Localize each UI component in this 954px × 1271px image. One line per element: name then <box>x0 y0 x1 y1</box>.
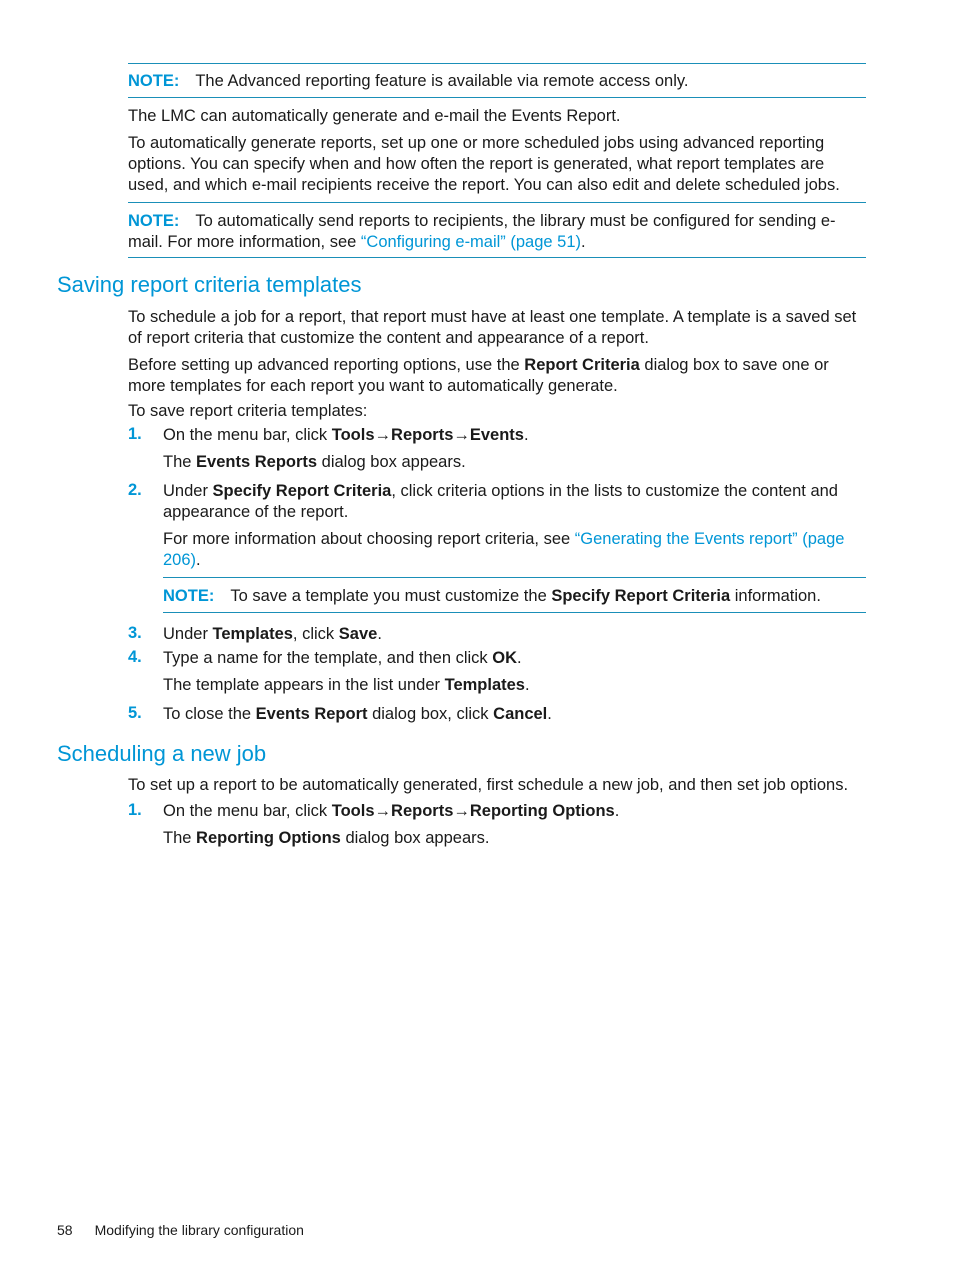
arrow: → <box>374 426 392 444</box>
step-1-result <box>163 452 868 473</box>
ui-term: Save <box>338 625 378 643</box>
menu-events: Events <box>469 426 524 444</box>
section1-paragraph-3: To save report criteria templates: <box>128 402 368 420</box>
schedule-step-1-result <box>163 828 868 849</box>
text: , click <box>292 625 339 643</box>
schedule-step-1 <box>163 801 868 822</box>
note-text: To automatically send reports to recipients, the library must be configured for sending e-mail. For more information, see <box>128 212 836 251</box>
text: . <box>523 426 529 444</box>
step-2-info <box>163 529 868 571</box>
step-5 <box>163 704 868 725</box>
text: dialog box to save one or more templates for each report you want to automatically generate. <box>128 356 829 395</box>
text: . <box>377 625 382 643</box>
text: Under <box>163 482 213 500</box>
note-remote-access <box>128 63 866 98</box>
ui-term: Templates <box>444 676 525 694</box>
ui-term: Report Criteria <box>524 356 640 374</box>
ui-term: Templates <box>212 625 293 643</box>
text: On the menu bar, click <box>163 802 332 820</box>
text: The <box>163 453 197 471</box>
ui-term: Specify Report Criteria <box>551 587 731 605</box>
step-number: 1. <box>128 425 142 443</box>
text: . <box>614 802 620 820</box>
chapter-title: Modifying the library configuration <box>94 1222 304 1238</box>
menu-tools: Tools <box>331 802 375 820</box>
text: Before setting up advanced reporting options, use the <box>128 356 525 374</box>
step-1 <box>163 425 868 446</box>
ui-term: Specify Report Criteria <box>212 482 392 500</box>
note-email-config <box>128 202 866 258</box>
page-footer <box>57 1222 326 1238</box>
text: Type a name for the template, and then click <box>163 649 493 667</box>
text: For more information about choosing report criteria, see <box>163 530 575 548</box>
note-text: information. <box>730 587 821 605</box>
note-text-end: . <box>581 233 586 251</box>
step-4 <box>163 648 868 669</box>
step-2 <box>163 481 868 523</box>
ui-term: Cancel <box>493 705 548 723</box>
step-number: 5. <box>128 704 142 722</box>
step-3 <box>163 624 868 645</box>
section1-paragraph-2 <box>128 355 868 397</box>
link-generating-events-report[interactable]: “Generating the Events report” (page 206) <box>163 530 845 569</box>
menu-tools: Tools <box>331 426 375 444</box>
intro-paragraph-1: The LMC can automatically generate and e-mail the Events Report. <box>128 107 621 125</box>
step-number: 2. <box>128 481 142 499</box>
arrow: → <box>453 426 470 444</box>
step-4-result <box>163 675 868 696</box>
text: , click criteria options in the lists to customize the content and appearance of the report. <box>163 482 838 521</box>
section1-paragraph-1: To schedule a job for a report, that report must have at least one template. A template is a saved set of report criteria that customize the content and appearance of a report. <box>128 308 857 347</box>
text: . <box>524 676 530 694</box>
arrow: → <box>374 802 392 820</box>
note-text: To save a template you must customize the <box>230 587 552 605</box>
intro-paragraph-2: To automatically generate reports, set up one or more scheduled jobs using advanced reporting options. You can specify when and how often the report is generated, what report templates are used, and which e-mail recipients receive the report. You can also edit and delete scheduled jobs. <box>128 134 840 194</box>
menu-reports: Reports <box>391 426 454 444</box>
menu-reporting-options: Reporting Options <box>469 802 615 820</box>
text: . <box>517 649 522 667</box>
link-configuring-email[interactable]: “Configuring e-mail” (page 51) <box>360 233 582 251</box>
note-label: NOTE: <box>128 212 180 230</box>
note-label: NOTE: <box>163 587 215 605</box>
section2-paragraph-1: To set up a report to be automatically generated, first schedule a new job, and then set job options. <box>128 776 849 794</box>
note-template <box>163 577 866 613</box>
ui-term: Reporting Options <box>196 829 341 847</box>
text: . <box>196 551 201 569</box>
note-label: NOTE: <box>128 72 180 90</box>
text: . <box>547 705 552 723</box>
note-text: The Advanced reporting feature is available via remote access only. <box>195 72 689 90</box>
text: dialog box, click <box>367 705 494 723</box>
ui-term: Events Reports <box>196 453 318 471</box>
text: dialog box appears. <box>317 453 466 471</box>
text: dialog box appears. <box>340 829 490 847</box>
text: Under <box>163 625 213 643</box>
ui-term: OK <box>492 649 518 667</box>
text: The <box>163 829 197 847</box>
step-number: 3. <box>128 624 142 642</box>
step-number: 4. <box>128 648 142 666</box>
text: The template appears in the list under <box>163 676 445 694</box>
section-heading-saving-templates: Saving report criteria templates <box>57 272 362 297</box>
section-heading-scheduling-job: Scheduling a new job <box>57 741 267 766</box>
ui-term: Events Report <box>255 705 368 723</box>
menu-reports: Reports <box>391 802 454 820</box>
page-number: 58 <box>57 1222 73 1238</box>
text: On the menu bar, click <box>163 426 332 444</box>
step-number: 1. <box>128 801 142 819</box>
text: To close the <box>163 705 256 723</box>
arrow: → <box>453 802 470 820</box>
